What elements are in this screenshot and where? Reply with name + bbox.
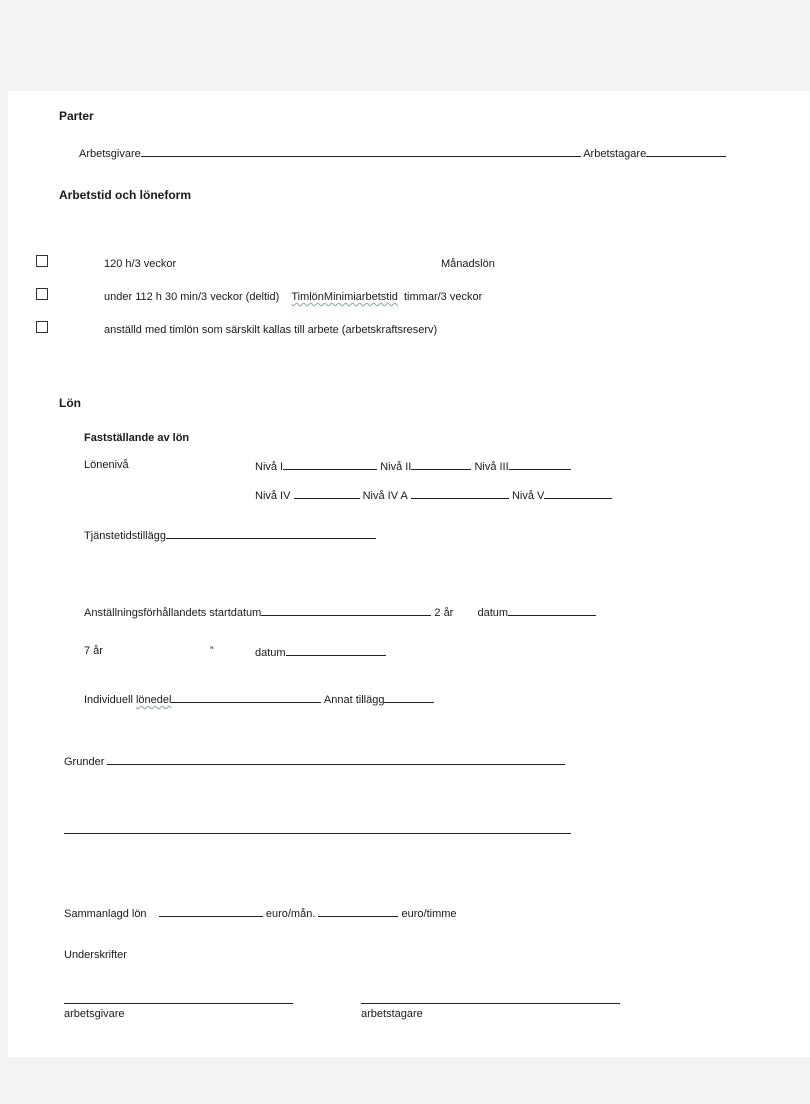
- section-heading-lon: Lön: [59, 396, 81, 410]
- anstallning-label: Anställningsförhållandets startdatum: [84, 607, 262, 619]
- two-years-label: 2 år: [434, 607, 454, 619]
- document-page: [8, 91, 810, 1057]
- euro-timme-label: euro/timme: [401, 908, 457, 920]
- option-arbetskraftsreserv-label: anställd med timlön som särskilt kallas till arbete (arbetskraftsreserv): [104, 324, 438, 336]
- annat-tillagg-label: Annat tillägg: [323, 694, 385, 706]
- datum-row-2: [255, 644, 386, 660]
- lonedel-label: lönedel: [135, 694, 172, 706]
- sammanlagd-label: Sammanlagd lön: [64, 908, 147, 920]
- option-manadslon-label: Månadslön: [441, 258, 495, 270]
- arbetsgivare-label: Arbetsgivare: [79, 148, 141, 160]
- niva-3-label: Nivå III: [474, 461, 509, 473]
- arbetsgivare-row: [79, 145, 726, 161]
- niva-1-label: Nivå I: [255, 461, 284, 473]
- datum-label-2: datum: [255, 647, 286, 659]
- option-120h-label: 120 h/3 veckor: [104, 258, 177, 270]
- checkbox-arbetskraftsreserv[interactable]: [36, 321, 48, 333]
- section-heading-parter: Parter: [59, 109, 94, 123]
- checkbox-120h[interactable]: [36, 255, 48, 267]
- datum-field-2[interactable]: [286, 644, 386, 656]
- niva-4-label: Nivå IV: [255, 490, 291, 502]
- arbetstagare-label: Arbetstagare: [583, 148, 647, 160]
- niva-1-field[interactable]: [283, 458, 377, 470]
- faststallande-heading: Fastställande av lön: [84, 432, 190, 444]
- grunder-field[interactable]: [107, 753, 565, 765]
- datum-label-1: datum: [477, 607, 509, 619]
- signature-label-arbetstagare: arbetstagare: [361, 1008, 423, 1020]
- annat-tillagg-field[interactable]: [384, 691, 434, 703]
- niva-5-label: Nivå V: [511, 490, 545, 502]
- arbetstagare-field[interactable]: [646, 145, 726, 157]
- arbetsgivare-field[interactable]: [141, 145, 581, 157]
- niva-row-2: [255, 487, 612, 503]
- niva-5-field[interactable]: [544, 487, 612, 499]
- niva-2-label: Nivå II: [380, 461, 412, 473]
- section-heading-arbetstid: Arbetstid och löneform: [59, 188, 192, 202]
- datum-field-1[interactable]: [508, 604, 596, 616]
- lonniva-label: Lönenivå: [84, 459, 129, 471]
- anstallning-row: [84, 604, 596, 620]
- ditto-mark: ”: [210, 645, 214, 657]
- sammanlagd-euro-man-field[interactable]: [159, 905, 263, 917]
- sammanlagd-euro-timme-field[interactable]: [318, 905, 398, 917]
- signature-line-arbetstagare[interactable]: [361, 1003, 620, 1004]
- tjanstetid-label: Tjänstetidstillägg: [84, 530, 166, 542]
- niva-3-field[interactable]: [509, 458, 571, 470]
- lonedel-field[interactable]: [171, 691, 321, 703]
- niva-4a-label: Nivå IV A: [362, 490, 408, 502]
- option-deltid-suffix: timmar/3 veckor: [404, 291, 483, 303]
- grunder-label: Grunder: [64, 756, 105, 768]
- niva-4a-field[interactable]: [411, 487, 509, 499]
- grunder-field-line-2[interactable]: [64, 833, 571, 834]
- startdatum-field[interactable]: [261, 604, 431, 616]
- option-deltid-row: [104, 290, 482, 304]
- sammanlagd-row: [64, 905, 457, 921]
- underskrifter-heading: Underskrifter: [64, 949, 127, 961]
- niva-4-field[interactable]: [294, 487, 360, 499]
- checkbox-deltid[interactable]: [36, 288, 48, 300]
- individuell-row: [84, 691, 434, 707]
- tjanstetid-row: [84, 527, 376, 543]
- grunder-row: [64, 753, 565, 769]
- niva-2-field[interactable]: [411, 458, 471, 470]
- option-deltid-label: under 112 h 30 min/3 veckor (deltid): [104, 291, 280, 303]
- seven-years-label: 7 år: [84, 645, 103, 657]
- tjanstetid-field[interactable]: [166, 527, 376, 539]
- euro-man-label: euro/mån.: [265, 908, 316, 920]
- timlon-minimiarbetstid-field[interactable]: TimlönMinimiarbetstid: [291, 291, 398, 303]
- signature-label-arbetsgivare: arbetsgivare: [64, 1008, 125, 1020]
- signature-line-arbetsgivare[interactable]: [64, 1003, 293, 1004]
- individuell-label: Individuell: [84, 694, 133, 706]
- niva-row-1: [255, 458, 571, 474]
